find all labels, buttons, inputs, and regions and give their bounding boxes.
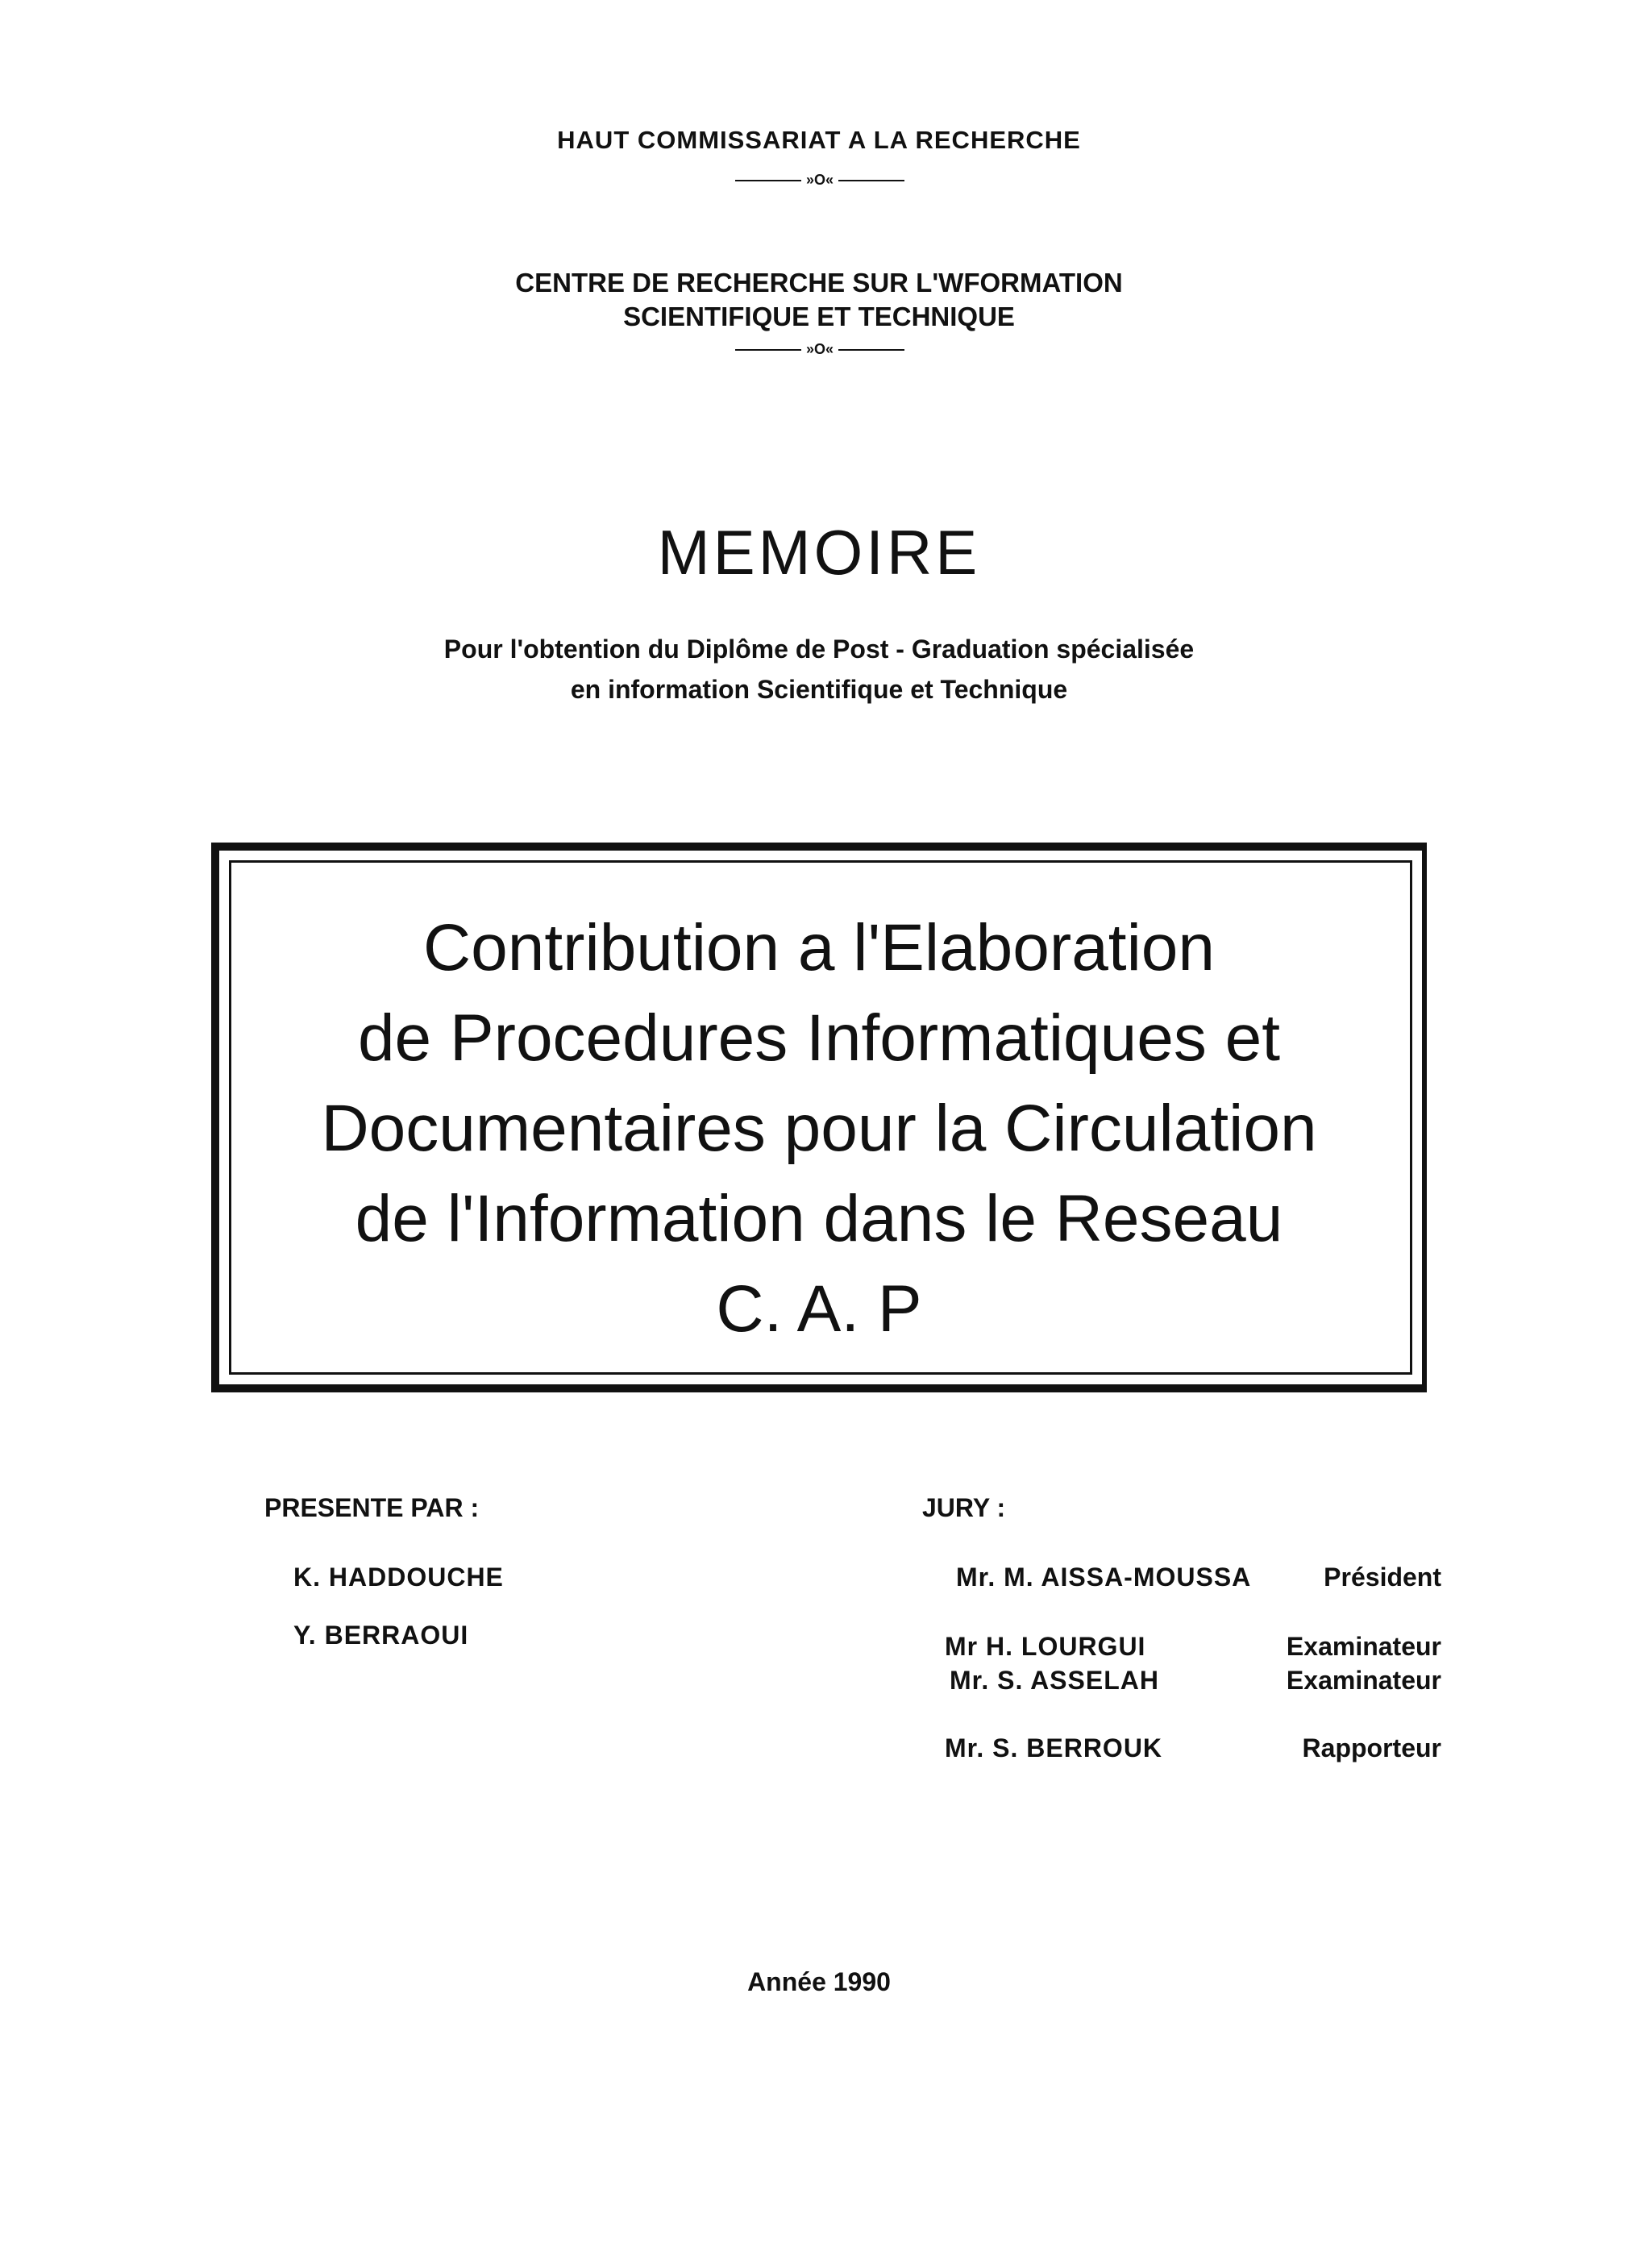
jury-member-name: Mr. M. AISSA-MOUSSA — [956, 1563, 1252, 1592]
jury-member-name: Mr H. LOURGUI — [945, 1632, 1146, 1661]
year: Année 1990 — [747, 1967, 891, 1996]
jury-member-role: Examinateur — [1286, 1666, 1441, 1695]
institution-heading: HAUT COMMISSARIAT A LA RECHERCHE — [557, 126, 1081, 154]
separator-ornament — [735, 173, 904, 189]
presented-by-label: PRESENTE PAR : — [264, 1493, 480, 1522]
jury-member-name: Mr. S. ASSELAH — [950, 1666, 1159, 1695]
separator-mark: »O« — [805, 341, 834, 357]
document-type: MEMOIRE — [657, 517, 981, 588]
jury-member-role: Rapporteur — [1302, 1733, 1441, 1762]
centre-heading-line1: CENTRE DE RECHERCHE SUR L'WFORMATION — [515, 268, 1123, 298]
separator-ornament — [735, 342, 904, 358]
centre-heading — [0, 266, 1638, 334]
degree-purpose — [0, 629, 1638, 710]
separator-line — [838, 180, 904, 181]
separator-line — [735, 349, 801, 351]
title-line1: Contribution a l'Elaboration — [422, 911, 1216, 984]
author-name: K. HADDOUCHE — [293, 1563, 504, 1592]
separator-line — [838, 349, 904, 351]
jury-member-role: Examinateur — [1286, 1632, 1441, 1661]
centre-heading-line2: SCIENTIFIQUE ET TECHNIQUE — [623, 302, 1015, 331]
thesis-title — [211, 903, 1427, 1355]
title-line4: de l'Information dans le Reseau — [355, 1182, 1283, 1255]
separator-mark: »O« — [805, 172, 834, 188]
purpose-line1: Pour l'obtention du Diplôme de Post - Graduation spécialisée — [443, 635, 1195, 664]
title-line2: de Procedures Informatiques et — [357, 1001, 1281, 1075]
jury-label: JURY : — [922, 1493, 1006, 1522]
purpose-line2: en information Scientifique et Technique — [570, 675, 1068, 704]
jury-member-role: Président — [1324, 1563, 1441, 1592]
title-line5: C. A. P — [716, 1272, 922, 1346]
author-name: Y. BERRAOUI — [293, 1621, 469, 1650]
separator-line — [735, 180, 801, 181]
title-line3: Documentaires pour la Circulation — [321, 1092, 1317, 1165]
jury-member-name: Mr. S. BERROUK — [945, 1733, 1163, 1762]
